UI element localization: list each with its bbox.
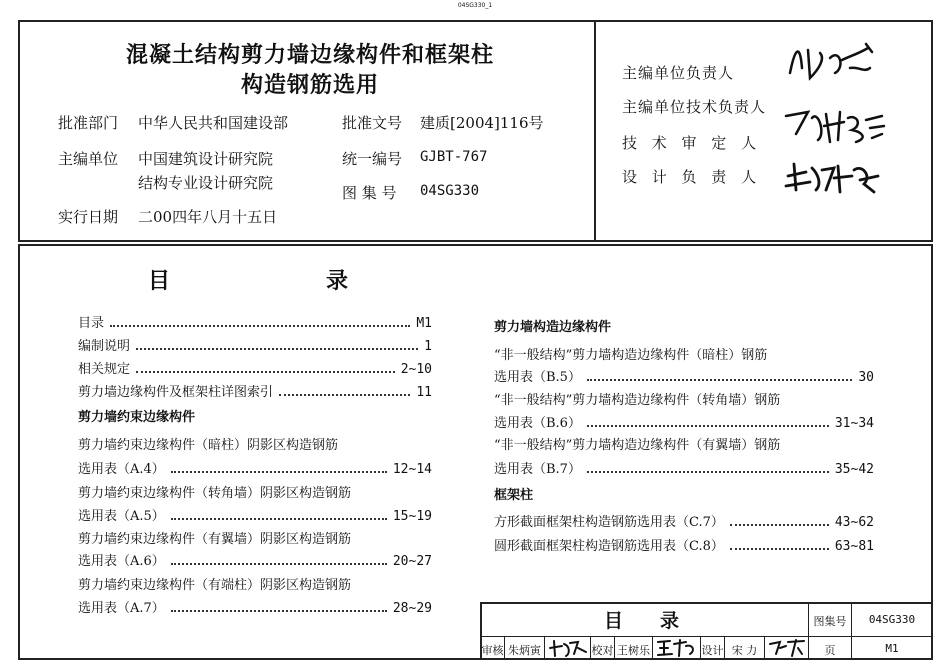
toc-entry-title: 选用表（A.6） (78, 554, 165, 569)
page-label: 页 (824, 644, 836, 657)
editor-value-2: 结构专业设计研究院 (138, 174, 274, 192)
toc-entry-title: 选用表（B.7） (494, 462, 581, 477)
toc-entry-title: 相关规定 (78, 362, 131, 377)
responsible-design-lead: 设 计 负 责 人 (622, 168, 762, 186)
responsible-tech-chief: 主编单位技术负责人 (622, 98, 767, 116)
signature-chief-unit (780, 38, 880, 88)
editor-value-1: 中国建筑设计研究院 (138, 150, 274, 168)
toc-entry-page: 1 (424, 339, 432, 354)
title-block-divider (764, 636, 765, 660)
approve-dept-value: 中华人民共和国建设部 (138, 114, 289, 132)
toc-entry-page: 63~81 (834, 539, 874, 554)
toc-entry-page: 31~34 (834, 416, 874, 431)
toc-entry-title: 选用表（B.5） (494, 370, 581, 385)
toc-section-heading: 剪力墙构造边缘构件 (494, 320, 612, 335)
approve-dept-label: 批准部门 (58, 114, 119, 132)
toc-heading-right: 录 (326, 269, 349, 294)
toc-entry[interactable] (78, 458, 432, 477)
signature-tech-chief (778, 104, 888, 148)
toc-entry[interactable] (494, 535, 874, 554)
toc-entry-title: 目录 (78, 316, 105, 331)
toc-entry[interactable] (78, 335, 432, 354)
toc-entry-title: 剪力墙约束边缘构件（有端柱）阴影区构造钢筋 (78, 578, 352, 593)
toc-entry-title: 编制说明 (78, 339, 131, 354)
title-block-title-left: 目 (604, 610, 624, 632)
review-name: 朱炳寅 (508, 644, 541, 657)
responsible-tech-approver: 技 术 审 定 人 (622, 134, 762, 152)
toc-entry-title: 选用表（A.7） (78, 601, 165, 616)
atlas-no-label: 图 集 号 (342, 184, 397, 202)
toc-entry-title: 剪力墙约束边缘构件（暗柱）阴影区构造钢筋 (78, 438, 339, 453)
toc-entry-title: 圆形截面框架柱构造钢筋选用表（C.8） (494, 539, 724, 554)
toc-entry-title: 选用表（A.5） (78, 509, 165, 524)
toc-entry-title: 选用表（A.4） (78, 462, 165, 477)
toc-entry-title: 剪力墙约束边缘构件（有翼墙）阴影区构造钢筋 (78, 532, 352, 547)
effective-label: 实行日期 (58, 208, 119, 226)
signature-design-lead (782, 156, 882, 200)
toc-entry-page: 28~29 (392, 601, 432, 616)
title-block-divider (544, 636, 545, 660)
toc-entry[interactable] (494, 412, 874, 431)
signature-checker (656, 638, 698, 658)
review-label: 审核 (481, 644, 504, 657)
toc-section-heading: 剪力墙约束边缘构件 (78, 410, 196, 425)
responsible-chief-unit: 主编单位负责人 (622, 64, 735, 82)
atlas-no-value: 04SG330 (868, 613, 916, 626)
atlas-no-value: 04SG330 (420, 183, 480, 199)
title-block-divider (652, 636, 653, 660)
toc-entry-page: 15~19 (392, 509, 432, 524)
page-value: M1 (885, 642, 899, 655)
toc-entry-title: “非一般结构”剪力墙构造边缘构件（转角墙）钢筋 (494, 393, 781, 408)
toc-entry-page: 20~27 (392, 554, 432, 569)
toc-section-heading: 框架柱 (494, 488, 534, 503)
signature-reviewer (548, 638, 588, 658)
toc-entry-title: 剪力墙边缘构件及框架柱详图索引 (78, 385, 274, 400)
toc-entry-title: “非一般结构”剪力墙构造边缘构件（暗柱）钢筋 (494, 348, 768, 363)
toc-entry-page: 12~14 (392, 462, 432, 477)
toc-entry-page: M1 (416, 316, 432, 331)
check-label: 校对 (591, 644, 614, 657)
design-label: 设计 (701, 644, 724, 657)
toc-entry-title: “非一般结构”剪力墙构造边缘构件（有翼墙）钢筋 (494, 438, 781, 453)
toc-entry-page: 30 (858, 370, 874, 385)
title-block-title-right: 录 (660, 610, 680, 632)
title-block-divider (480, 636, 933, 637)
toc-entry[interactable] (78, 381, 432, 400)
atlas-no-label: 图集号 (813, 615, 847, 628)
toc-entry-page: 11 (416, 385, 432, 400)
signature-designer (768, 638, 806, 658)
toc-entry[interactable] (494, 366, 874, 385)
toc-entry-page: 35~42 (834, 462, 874, 477)
unified-no-label: 统一编号 (342, 150, 403, 168)
toc-heading-left: 目 (148, 269, 171, 294)
toc-entry[interactable] (494, 511, 874, 530)
toc-entry[interactable] (78, 597, 432, 616)
approve-doc-label: 批准文号 (342, 114, 403, 132)
document-title-line1: 混凝土结构剪力墙边缘构件和框架柱 (125, 43, 494, 68)
check-name: 王树乐 (617, 644, 650, 657)
editor-label: 主编单位 (58, 150, 119, 168)
page-code: 04SG330_1 (457, 2, 493, 9)
approve-doc-value: 建质[2004]116号 (420, 114, 544, 132)
effective-date: 二00四年八月十五日 (138, 208, 278, 226)
document-title-line2: 构造钢筋选用 (240, 73, 379, 98)
header-divider (594, 20, 596, 242)
toc-entry[interactable] (78, 550, 432, 569)
toc-entry-page: 43~62 (834, 515, 874, 530)
toc-entry-title: 方形截面框架柱构造钢筋选用表（C.7） (494, 515, 724, 530)
toc-entry-title: 剪力墙约束边缘构件（转角墙）阴影区构造钢筋 (78, 486, 352, 501)
toc-entry[interactable] (494, 458, 874, 477)
toc-entry-title: 选用表（B.6） (494, 416, 581, 431)
toc-entry-page: 2~10 (400, 362, 432, 377)
toc-entry[interactable] (78, 358, 432, 377)
unified-no-value: GJBT-767 (420, 149, 488, 165)
toc-entry[interactable] (78, 312, 432, 331)
toc-entry[interactable] (78, 505, 432, 524)
design-name: 宋 力 (731, 644, 758, 657)
